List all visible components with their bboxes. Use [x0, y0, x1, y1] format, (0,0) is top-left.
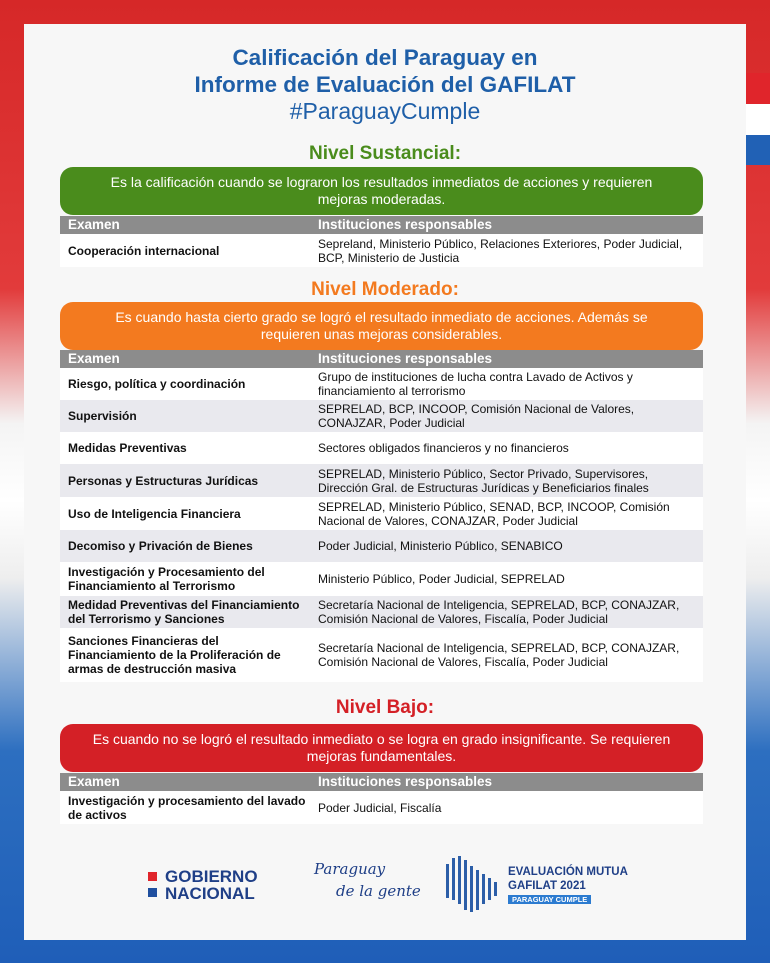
description-sustancial-text: Es la calificación cuando se lograron los resultados inmediatos de acciones y requieren mejoras moderadas. [110, 174, 653, 207]
examen-cell: Medidas Preventivas [68, 441, 187, 455]
gobierno-line2: NACIONAL [165, 884, 255, 903]
examen-cell: Supervisión [68, 409, 137, 423]
col-instituciones: Instituciones responsables [318, 774, 493, 789]
heading-nivel-sustancial: Nivel Sustancial: [308, 143, 462, 164]
evaluacion-mutua-logo [444, 854, 644, 918]
table-row [60, 530, 703, 562]
col-examen: Examen [68, 217, 120, 232]
description-moderado [60, 302, 703, 350]
table-row [60, 791, 703, 824]
heading-nivel-moderado: Nivel Moderado: [311, 279, 459, 300]
flag-stripe-blue [744, 135, 770, 165]
paraguay-line2: de la gente [336, 882, 421, 900]
examen-cell: Riesgo, política y coordinación [68, 377, 246, 391]
description-moderado-text: Es cuando hasta cierto grado se logró el resultado inmediato de acciones. Además se requieren unas mejoras considerables. [115, 309, 648, 342]
gobierno-line1: GOBIERNO [165, 867, 258, 886]
examen-cell: Medidad Preventivas del Financiamiento del Terrorismo y Sanciones [68, 598, 300, 626]
eval-line2: GAFILAT 2021 [508, 880, 586, 892]
instituciones-cell: Ministerio Público, Poder Judicial, SEPRELAD [318, 572, 565, 586]
col-instituciones: Instituciones responsables [318, 217, 493, 232]
examen-cell: Investigación y Procesamiento del Financiamiento al Terrorismo [68, 565, 265, 593]
table-row [60, 596, 703, 628]
examen-cell: Investigación y procesamiento del lavado de activos [68, 793, 306, 822]
flag-stripe-red [744, 73, 770, 104]
paraguay-line1: Paraguay [314, 860, 386, 878]
table-header-bajo [60, 773, 703, 791]
examen-cell: Decomiso y Privación de Bienes [68, 539, 253, 553]
paraguay-de-la-gente-logo [314, 860, 424, 912]
instituciones-cell: SEPRELAD, Ministerio Público, Sector Privado, Supervisores, Dirección Gral. de Estructuras Jurídicas y Beneficiarios finales [318, 466, 649, 495]
instituciones-cell: Secretaría Nacional de Inteligencia, SEPRELAD, BCP, CONAJZAR, Comisión Nacional de Valores, Fiscalía, Poder Judicial [318, 598, 680, 626]
flag-stripe-white [744, 104, 770, 135]
footer-logos [24, 844, 746, 924]
instituciones-cell: Poder Judicial, Fiscalía [318, 800, 442, 815]
table-row [60, 497, 703, 530]
gobierno-nacional-text [165, 868, 258, 902]
description-sustancial [60, 167, 703, 215]
instituciones-cell: Secretaría Nacional de Inteligencia, SEPRELAD, BCP, CONAJZAR, Comisión Nacional de Valores, Fiscalía, Poder Judicial [318, 641, 680, 669]
infographic-card [24, 24, 746, 940]
instituciones-cell: SEPRELAD, Ministerio Público, SENAD, BCP, INCOOP, Comisión Nacional de Valores, CONAJZAR, Poder Judicial [318, 499, 670, 528]
col-instituciones: Instituciones responsables [318, 351, 493, 366]
instituciones-cell: Sepreland, Ministerio Público, Relaciones Exteriores, Poder Judicial, BCP, Ministerio de Justicia [318, 236, 683, 265]
table-header-sustancial [60, 216, 703, 234]
col-examen: Examen [68, 351, 120, 366]
table-row [60, 562, 703, 596]
page-title-line2: Informe de Evaluación del GAFILAT [194, 72, 576, 97]
table-row [60, 432, 703, 464]
description-bajo-text: Es cuando no se logró el resultado inmediato o se logra en grado insignificante. Se requieren mejoras fundamentales. [92, 731, 671, 764]
examen-cell: Sanciones Financieras del Financiamiento de la Proliferación de armas de destrucción masiva [68, 634, 281, 676]
barcode-map-icon [444, 854, 502, 914]
table-row [60, 234, 703, 267]
col-examen: Examen [68, 774, 120, 789]
instituciones-cell: Poder Judicial, Ministerio Público, SENABICO [318, 539, 563, 553]
table-row [60, 368, 703, 400]
examen-cell: Uso de Inteligencia Financiera [68, 506, 241, 521]
logo-square-red [148, 872, 157, 881]
hashtag: #ParaguayCumple [289, 98, 481, 124]
instituciones-cell: SEPRELAD, BCP, INCOOP, Comisión Nacional de Valores, CONAJZAR, Poder Judicial [318, 402, 635, 430]
table-row [60, 628, 703, 682]
eval-line1: EVALUACIÓN MUTUA [508, 866, 628, 878]
eval-badge: PARAGUAY CUMPLE [508, 895, 591, 904]
examen-cell: Cooperación internacional [68, 243, 220, 258]
page-title-line1: Calificación del Paraguay en [232, 45, 538, 70]
table-header-moderado [60, 350, 703, 368]
table-row [60, 400, 703, 432]
table-row [60, 464, 703, 497]
instituciones-cell: Sectores obligados financieros y no financieros [318, 441, 569, 455]
description-bajo [60, 724, 703, 772]
heading-nivel-bajo: Nivel Bajo: [335, 697, 435, 718]
logo-square-blue [148, 888, 157, 897]
instituciones-cell: Grupo de instituciones de lucha contra Lavado de Activos y financiamiento al terrorismo [318, 370, 633, 398]
examen-cell: Personas y Estructuras Jurídicas [68, 473, 259, 488]
